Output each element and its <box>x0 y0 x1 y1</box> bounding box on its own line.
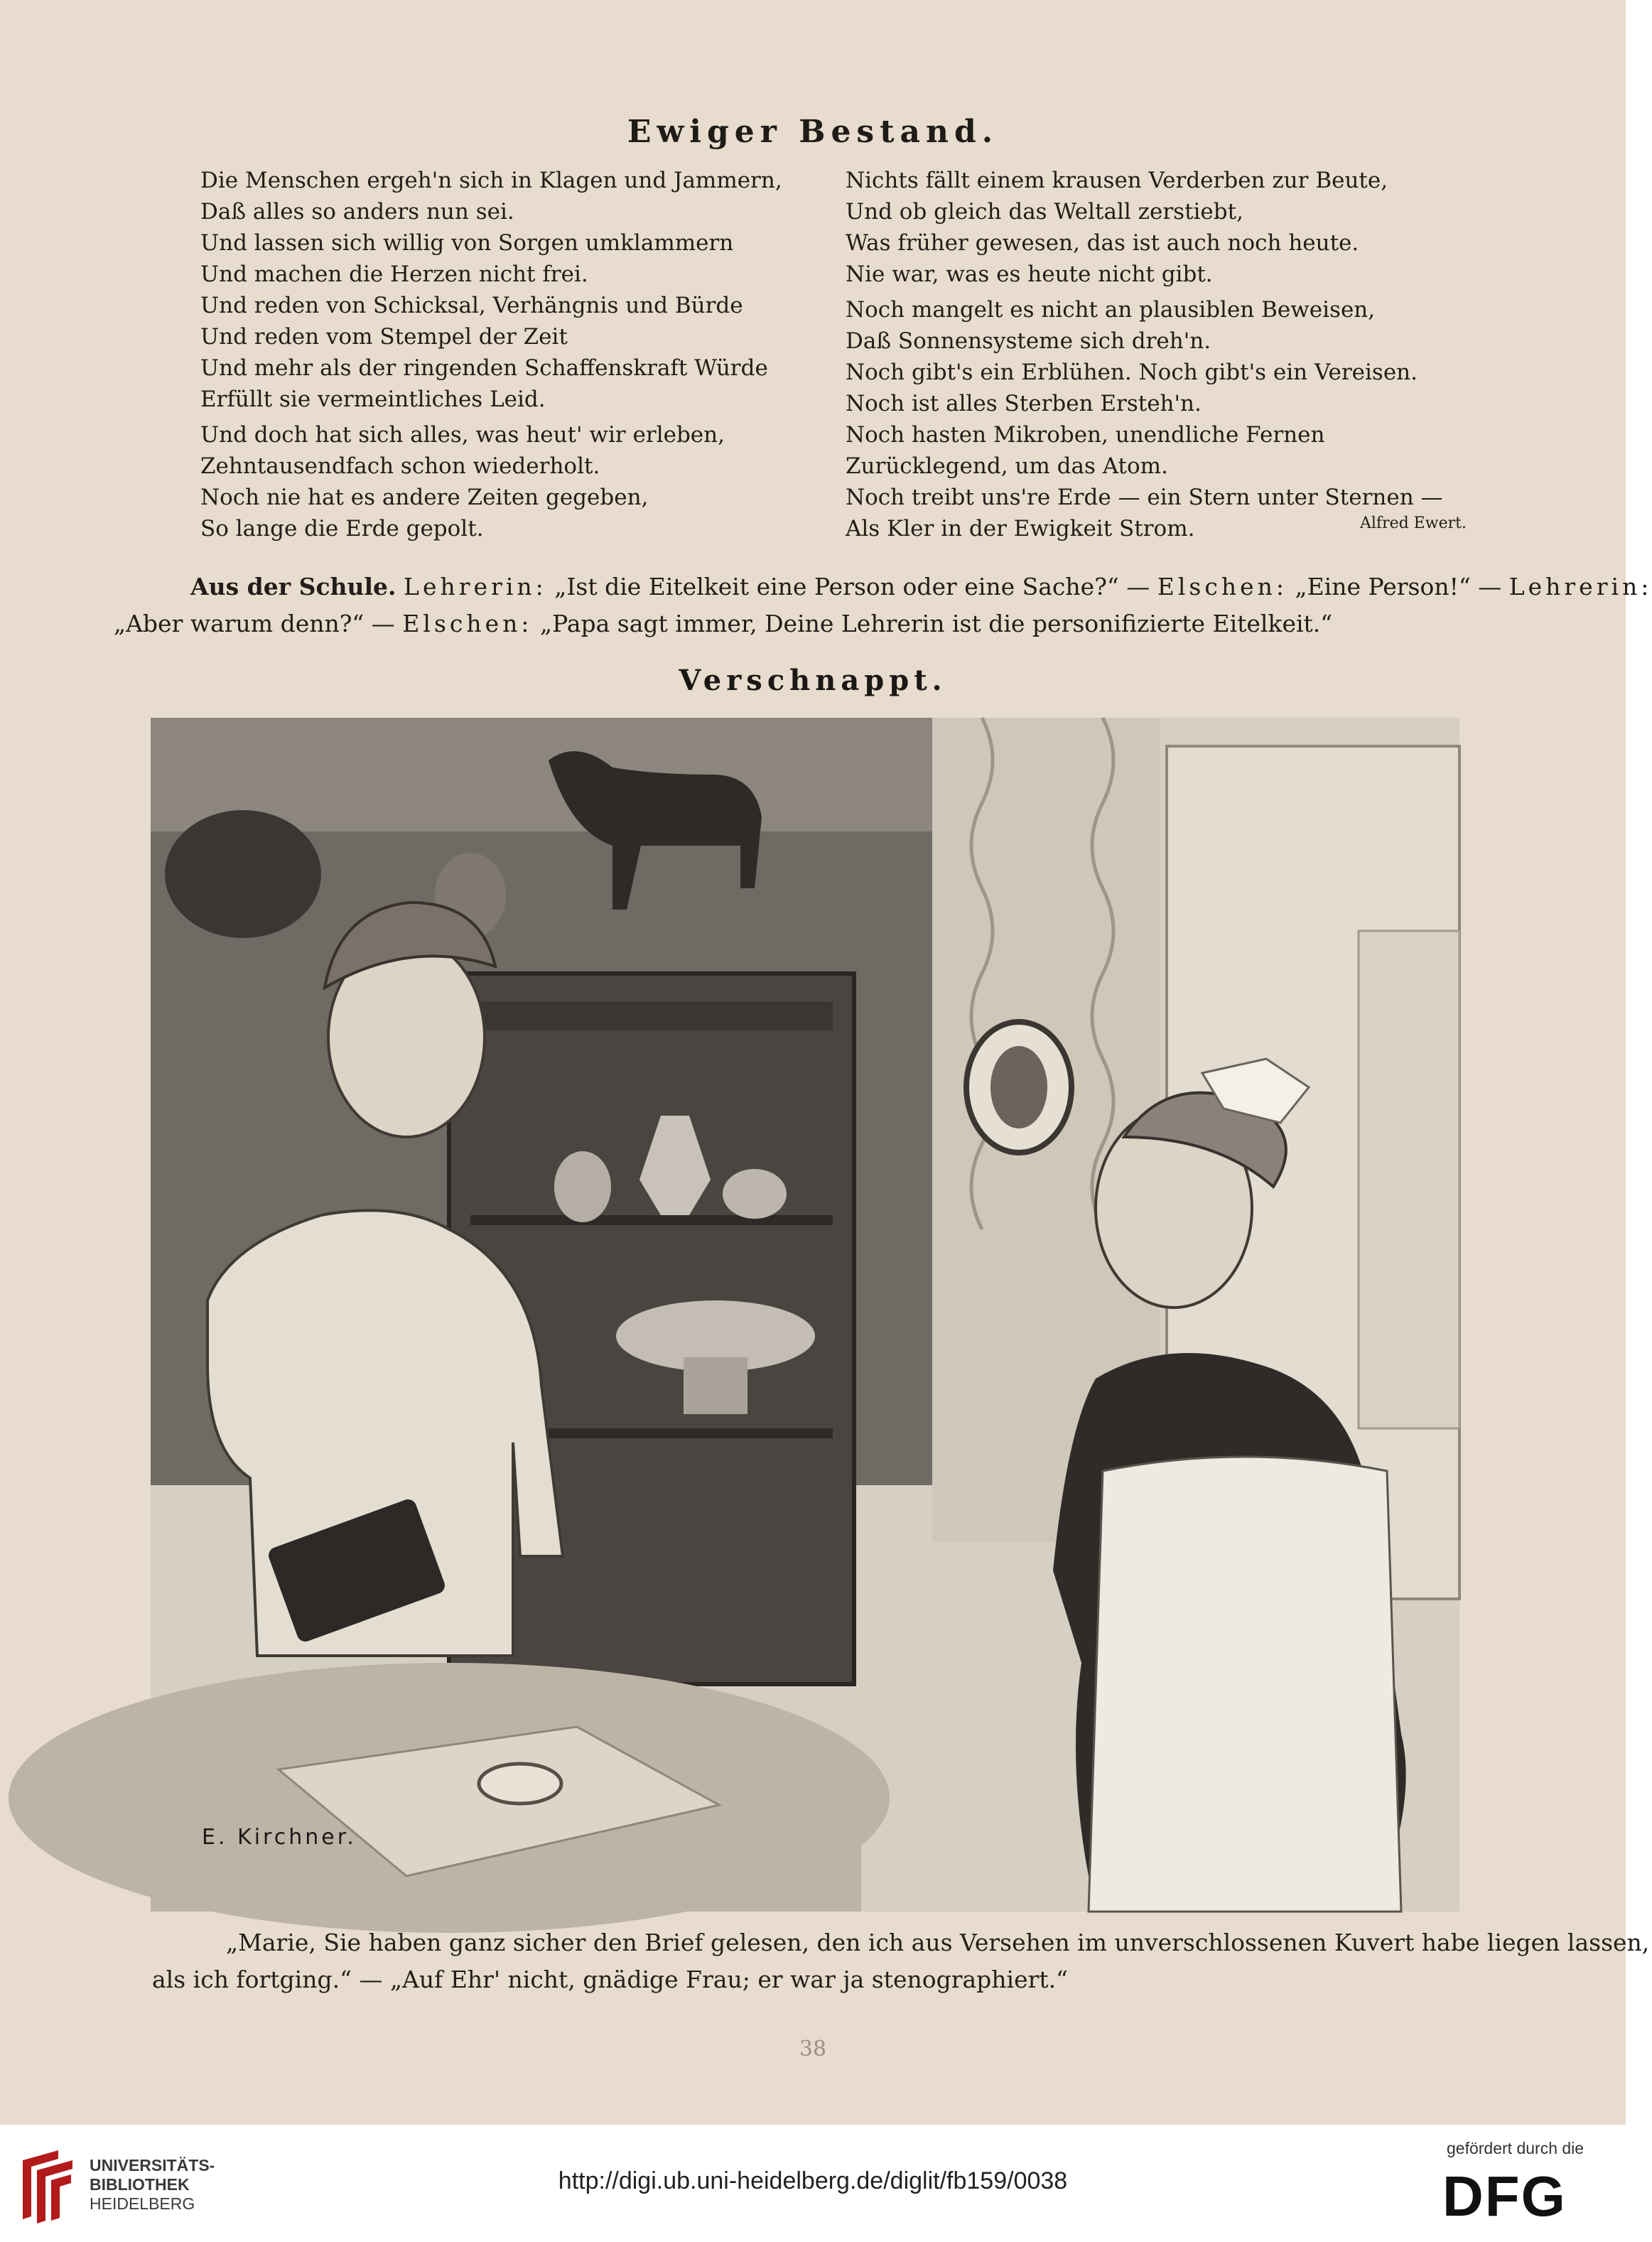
poem-line: Und ob gleich das Weltall zerstiebt, <box>846 199 1243 225</box>
poem-left-stanza-1 <box>200 165 782 415</box>
poem-line: Noch treibt uns're Erde — ein Stern unter Sternen — <box>846 485 1443 510</box>
funded-by-label: gefördert durch die <box>1447 2139 1584 2157</box>
cartoon-title: Verschnappt. <box>679 664 947 697</box>
poem-line: Daß alles so anders nun sei. <box>200 199 514 225</box>
poem-line: So lange die Erde gepolt. <box>200 516 484 541</box>
dfg-logo[interactable]: DFG <box>1442 2165 1567 2228</box>
speaker-label: Lehrerin: <box>1508 573 1652 600</box>
library-name-line: BIBLIOTHEK <box>90 2175 190 2194</box>
page-number: 38 <box>799 2037 827 2062</box>
poem-line: Noch ist alles Sterben Ersteh'n. <box>846 391 1202 416</box>
poem-line: Und machen die Herzen nicht frei. <box>200 262 588 287</box>
footer-bar <box>0 2125 1626 2242</box>
library-name-line: UNIVERSITÄTS- <box>90 2156 215 2174</box>
illustration-drawing <box>151 718 1459 1912</box>
poem-line: Und lassen sich willig von Sorgen umklammern <box>200 230 734 256</box>
anecdote-line-2 <box>114 605 1332 642</box>
poem-line: Nichts fällt einem krausen Verderben zur Beute, <box>846 168 1388 193</box>
caption-line-2: als ich fortging.“ — „Auf Ehr' nicht, gnädige Frau; er war ja stenographiert.“ <box>152 1966 1069 1993</box>
permalink-url-link[interactable]: http://digi.ub.uni-heidelberg.de/diglit/fb159/0038 <box>558 2167 1068 2194</box>
poem-title: Ewiger Bestand. <box>627 114 999 150</box>
poem-line: Und doch hat sich alles, was heut' wir erleben, <box>200 422 725 448</box>
poem-line: Zehntausendfach schon wiederholt. <box>200 453 600 479</box>
poem-line: Noch gibt's ein Erblühen. Noch gibt's ein Vereisen. <box>846 360 1418 385</box>
speaker-label: Elschen: <box>1157 573 1287 600</box>
poem-line: Und mehr als der ringenden Schaffenskraft Würde <box>200 355 768 381</box>
poem-line: Zurücklegend, um das Atom. <box>846 453 1168 479</box>
library-name-line: HEIDELBERG <box>90 2194 195 2213</box>
speaker-label: Elschen: <box>402 610 533 637</box>
caption-line-1: „Marie, Sie haben ganz sicher den Brief gelesen, den ich aus Versehen im unverschlossenen Kuvert habe liegen lassen, <box>226 1929 1650 1956</box>
dialogue-text: „Papa sagt immer, Deine Lehrerin ist die personifizierte Eitelkeit.“ <box>540 610 1333 637</box>
poem-line: Die Menschen ergeh'n sich in Klagen und Jammern, <box>200 168 782 193</box>
poem-line: Was früher gewesen, das ist auch noch heute. <box>846 230 1359 256</box>
anecdote-line-1 <box>190 568 1652 605</box>
poem-line: Und reden von Schicksal, Verhängnis und Bürde <box>200 293 743 318</box>
dialogue-text: „Ist die Eitelkeit eine Person oder eine Sache?“ — <box>554 573 1150 600</box>
anecdote-heading: Aus der Schule. <box>190 573 396 600</box>
poem-line: Und reden vom Stempel der Zeit <box>200 324 568 350</box>
poem-line: Noch nie hat es andere Zeiten gegeben, <box>200 485 649 510</box>
poem-line: Noch hasten Mikroben, unendliche Fernen <box>846 422 1325 448</box>
poem-line: Als Kler in der Ewigkeit Strom. <box>846 516 1195 541</box>
poem-line: Noch mangelt es nicht an plausiblen Beweisen, <box>846 297 1376 323</box>
poem-line: Daß Sonnensysteme sich dreh'n. <box>846 328 1211 354</box>
poem-right-stanza-1 <box>846 165 1388 290</box>
dialogue-text: „Aber warum denn?“ — <box>114 610 395 637</box>
cartoon-illustration <box>151 718 1459 1912</box>
poem-line: Erfüllt sie vermeintliches Leid. <box>200 387 546 412</box>
poem-left-stanza-2 <box>200 419 725 544</box>
poem-line: Nie war, was es heute nicht gibt. <box>846 262 1213 287</box>
poem-author: Alfred Ewert. <box>1360 514 1467 532</box>
speaker-label: Lehrerin: <box>404 573 547 600</box>
artist-signature: E. Kirchner. <box>202 1825 357 1850</box>
dialogue-text: „Eine Person!“ — <box>1295 573 1502 600</box>
poem-right-stanza-2 <box>846 294 1443 544</box>
